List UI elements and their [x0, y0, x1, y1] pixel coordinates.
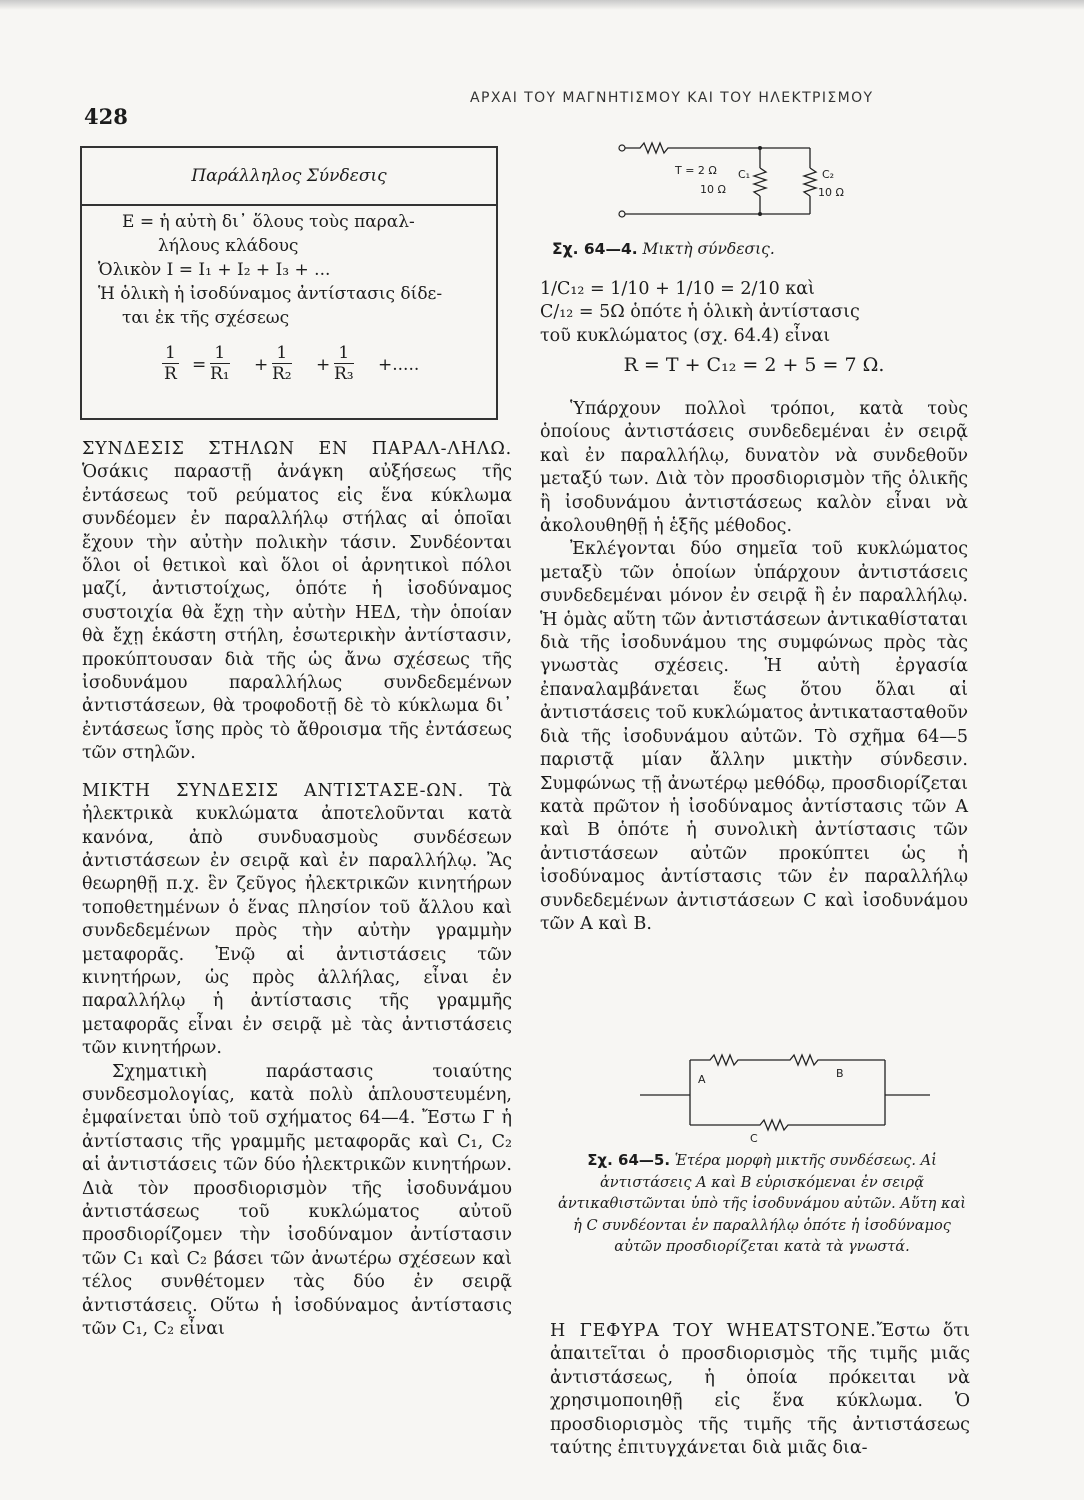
page-number: 428: [84, 104, 128, 129]
box-line: Ε = ἡ αὐτὴ δι᾽ ὅλους τοὺς παραλ-: [122, 212, 415, 232]
label-C2: C₂: [822, 168, 835, 181]
box-body: [98, 210, 488, 330]
right-column: [540, 398, 968, 936]
box-line: Ἡ ὁλικὴ ἡ ἰσοδύναμος ἀντίστασις δίδε-: [98, 284, 443, 304]
box-line: ται ἐκ τῆς σχέσεως: [122, 308, 290, 328]
frac-r2: $\frac{1}{\text{R₂}}$: [272, 343, 292, 384]
box-title: Παράλληλος Σύνδεσις: [82, 148, 496, 206]
paragraph-methods: Ὑπάρχουν πολλοὶ τρόποι, κατὰ τοὺς ὁποίους ἀντιστάσεις συνδεδεμέναι ἐν σειρᾷ καὶ ἐν παραλλήλῳ, δυνατὸν νὰ συνδεθοῦν μεταξύ των. Διὰ τὸν προσδιορισμὸν τῆς ὁλικῆς ἢ ἰσοδυνάμου ἀντιστάσεως καλὸν εἶναι νὰ ἀκολουθηθῇ ἡ ἑξῆς μέθοδος.: [540, 399, 968, 537]
paragraph-parallel-cells: ΣΥΝΔΕΣΙΣ ΣΤΗΛΩΝ ΕΝ ΠΑΡΑΛ-ΛΗΛΩ. Ὁσάκις παραστῇ ἀνάγκη αὐξήσεως τῆς ἐντάσεως τοῦ ρεύματος εἰς ἕνα κύκλωμα συνδέομεν ἐν παραλλήλῳ στήλας αἱ ὁποῖαι ἔχουν τὴν αὐτὴν πολικὴν τάσιν. Συνδέονται ὅλοι οἱ θετικοὶ καὶ ὅλοι οἱ ἀρνητικοὶ πόλοι μαζί, ἀντιστοίχως, ὁπότε ἡ ἰσοδύναμος συστοιχία θὰ ἔχῃ τὴν αὐτὴν ΗΕΔ, τὴν ὁποίαν θὰ ἔχῃ ἑκάστη στήλη, ἐσωτερικὴν ἀντίστασιν, προκύπτουσαν διὰ τῆς ὡς ἄνω σχέσεως τῆς ἰσοδυνάμου παραλλήλως συνδεδεμένων ἀντιστάσεων, θὰ τροφοδοτῇ δὲ τὸ κύκλωμα δι᾽ ἐντάσεως ἴσης πρὸς τὸ ἄθροισμα τῆς ἐντάσεως τῶν στηλῶν.: [82, 439, 512, 764]
parallel-formula: [142, 343, 502, 393]
frac-lhs: $\frac{1}{R}$: [162, 343, 179, 384]
wheatstone-section: [550, 1320, 970, 1460]
label-T: T = 2 Ω: [675, 164, 717, 177]
section-heading: ΜΙΚΤΗ ΣΥΝΔΕΣΙΣ ΑΝΤΙΣΤΑΣΕ-ΩΝ.: [82, 780, 465, 801]
plus-sign: +: [254, 355, 269, 375]
label-C1: C₁: [738, 168, 751, 181]
figure-64-4-caption: Σχ. 64—4. Μικτὴ σύνδεσις.: [552, 240, 775, 258]
equation-line: 1/C₁₂ = 1/10 + 1/10 = 2/10 καὶ: [540, 279, 815, 299]
equations-block: [540, 278, 968, 378]
equation-total: R = T + C₁₂ = 2 + 5 = 7 Ω.: [623, 354, 885, 377]
left-column: [82, 438, 512, 1341]
frac-r3: $\frac{1}{\text{R₃}}$: [334, 343, 354, 384]
paragraph-mixed-connection: ΜΙΚΤΗ ΣΥΝΔΕΣΙΣ ΑΝΤΙΣΤΑΣΕ-ΩΝ. Τὰ ἠλεκτρικὰ κυκλώματα ἀποτελοῦνται κατὰ κανόνα, ἀπὸ συνδυασμοὺς συνδέσεων ἀντιστάσεων ἐν σειρᾷ καὶ ἐν παραλλήλῳ. Ἂς θεωρηθῇ π.χ. ἓν ζεῦγος ἠλεκτρικῶν κινητήρων τοποθετημένων ὁ ἕνας πλησίον τοῦ ἄλλου καὶ συνδεδεμένων πρὸς τὴν αὐτὴν γραμμὴν μεταφορᾶς. Ἐνῷ αἱ ἀντιστάσεις τῶν κινητήρων, ὡς πρὸς ἀλλήλας, εἶναι ἐν παραλλήλῳ ἡ ἀντίστασις τῆς γραμμῆς μεταφορᾶς εἶναι ἐν σειρᾷ μὲ τὰς ἀντιστάσεις τῶν κινητήρων.: [82, 780, 512, 1059]
label-B: B: [836, 1067, 844, 1080]
box-line: Ὁλικὸν Ι = Ι₁ + Ι₂ + Ι₃ + ...: [98, 260, 331, 280]
label-C1-value: 10 Ω: [700, 183, 726, 196]
section-heading: ΣΥΝΔΕΣΙΣ ΣΤΗΛΩΝ ΕΝ ΠΑΡΑΛ-ΛΗΛΩ.: [82, 439, 512, 459]
section-heading: Η ΓΕΦΥΡΑ ΤΟΥ WHEATSTONE.: [550, 1321, 877, 1341]
equals-sign: =: [192, 355, 207, 375]
parallel-connection-box: [80, 146, 498, 420]
paragraph-schematic: Σχηματικὴ παράστασις τοιαύτης συνδεσμολογίας, κατὰ πολὺ ἁπλουστευμένη, ἐμφαίνεται ὑπὸ τοῦ σχήματος 64—4. Ἔστω Γ ἡ ἀντίστασις τῆς γραμμῆς μεταφορᾶς καὶ C₁, C₂ αἱ ἀντιστάσεις τῶν δύο ἠλεκτρικῶν κινητήρων. Διὰ τὸν προσδιορισμὸν τῆς ἰσοδυνάμου ἀντιστάσεως τοῦ κυκλώματος αὐτοῦ προσδιορίζομεν τὴν ἰσοδύναμον ἀντίστασιν τῶν C₁ καὶ C₂ βάσει τῶν ἀνωτέρω σχέσεων καὶ τέλος συνθέτομεν τὰς δύο ἐν σειρᾷ ἀντιστάσεις. Οὕτω ἡ ἰσοδύναμος ἀντίστασις τῶν C₁, C₂ εἶναι: [82, 1061, 512, 1340]
figure-64-4: [600, 138, 900, 228]
frac-r1: $\frac{1}{\text{R₁}}$: [210, 343, 230, 384]
running-head: ΑΡΧΑΙ ΤΟΥ ΜΑΓΝΗΤΙΣΜΟΥ ΚΑΙ ΤΟΥ ΗΛΕΚΤΡΙΣΜΟΥ: [470, 90, 874, 106]
equation-line: C/₁₂ = 5Ω ὁπότε ἡ ὁλικὴ ἀντίστασις: [540, 302, 860, 323]
formula-tail: +.....: [378, 355, 420, 375]
box-line: λήλους κλάδους: [158, 236, 299, 256]
paragraph-wheatstone: Η ΓΕΦΥΡΑ ΤΟΥ WHEATSTONE.Ἔστω ὅτι ἀπαιτεῖται ὁ προσδιορισμὸς τῆς τιμῆς μιᾶς ἀντιστάσεως, ἡ ὁποία πρόκειται νὰ χρησιμοποιηθῇ εἰς ἕνα κύκλωμα. Ὁ προσδιορισμὸς τῆς τιμῆς τῆς ἀντιστάσεως ταύτης ἐπιτυγχάνεται διὰ μιᾶς δια-: [550, 1321, 970, 1459]
label-C2-value: 10 Ω: [818, 186, 844, 199]
label-A: A: [698, 1073, 706, 1086]
plus-sign: +: [316, 355, 331, 375]
label-C: C: [750, 1132, 758, 1145]
equation-line: τοῦ κυκλώματος (σχ. 64.4) εἶναι: [540, 325, 831, 346]
figure-64-5: [640, 1045, 940, 1145]
figure-64-5-caption: Σχ. 64—5. Ἑτέρα μορφὴ μικτῆς συνδέσεως. Αἱ ἀντιστάσεις Α καὶ Β εὑρισκόμεναι ἐν σειρᾷ ἀντικαθιστῶνται ὑπὸ τῆς ἰσοδυνάμου αὐτῶν. Αὕτη καὶ ἡ C συνδέονται ἐν παραλλήλῳ ὁπότε ἡ ἰσοδύναμος αὐτῶν προσδιορίζεται κατὰ τὰ γνωστά.: [558, 1151, 966, 1255]
scan-top-edge: [0, 0, 1084, 10]
paragraph-procedure: Ἐκλέγονται δύο σημεῖα τοῦ κυκλώματος μεταξὺ τῶν ὁποίων ὑπάρχουν ἀντιστάσεις συνδεδεμέναι μόνον ἐν σειρᾷ ἢ ἐν παραλλήλῳ. Ἡ ὁμὰς αὕτη τῶν ἀντιστάσεων ἀντικαθίσταται διὰ τῆς ἰσοδυνάμου της συμφώνως πρὸς τὰς γνωστὰς σχέσεις. Ἡ αὐτὴ ἐργασία ἐπαναλαμβάνεται ἕως ὅτου ὅλαι αἱ ἀντιστάσεις τοῦ κυκλώματος ἀντικατασταθοῦν διὰ τῆς ἰσοδυνάμου αὐτῶν. Τὸ σχῆμα 64—5 παριστᾷ μίαν ἄλλην μικτὴν σύνδεσιν. Συμφώνως τῇ ἀνωτέρῳ μεθόδῳ, προσδιορίζεται κατὰ πρῶτον ἡ ἰσοδύναμος ἀντίστασις τῶν Α καὶ Β ὁπότε ἡ συνολικὴ ἀντίστασις τῶν ἀντιστάσεων αὐτῶν προκύπτει ὡς ἡ ἰσοδύναμος ἀντίστασις τῶν ἐν παραλλήλῳ συνδεδεμένων ἀντιστάσεων C καὶ ἰσοδυνάμου τῶν Α καὶ Β.: [540, 539, 968, 934]
